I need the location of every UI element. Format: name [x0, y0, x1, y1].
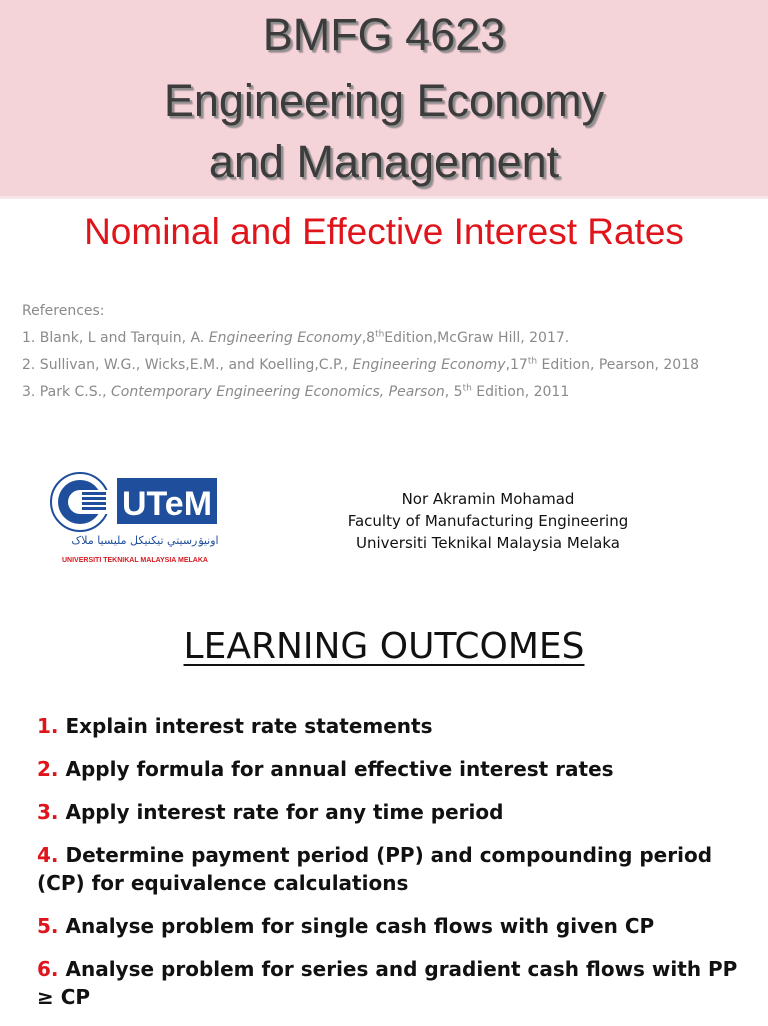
author-name: Nor Akramin Mohamad — [401, 490, 575, 508]
logo-jawi-text: اونيۏرسيتي تيكنيكل مليسيا ملاک — [71, 534, 219, 547]
author-university: Universiti Teknikal Malaysia Melaka — [356, 534, 620, 552]
learning-outcome-item — [37, 912, 747, 940]
learning-outcome-item — [37, 755, 747, 783]
outcome-text: Explain interest rate statements — [65, 714, 433, 738]
learning-outcomes-list — [37, 712, 747, 1026]
references — [22, 298, 762, 406]
course-name-line2: and Management — [208, 136, 560, 187]
outcome-number: 6. — [37, 957, 59, 981]
reference-item: 3. Park C.S., Contemporary Engineering Economics, Pearson, 5th Edition, 2011 — [22, 383, 570, 400]
utem-logo — [45, 470, 225, 566]
learning-outcome-item — [37, 841, 747, 897]
learning-outcome-item — [37, 798, 747, 826]
title-divider — [0, 196, 768, 199]
outcome-number: 2. — [37, 757, 59, 781]
learning-outcome-item — [37, 955, 747, 1011]
outcome-text: Determine payment period (PP) and compounding period (CP) for equivalence calculations — [37, 843, 713, 895]
reference-item: 1. Blank, L and Tarquin, A. Engineering Economy,8thEdition,McGraw Hill, 2017. — [22, 329, 570, 346]
author-block — [318, 488, 658, 554]
logo-full-name: UNIVERSITI TEKNIKAL MALAYSIA MELAKA — [62, 557, 208, 564]
learning-outcomes-heading: LEARNING OUTCOMES — [183, 626, 585, 667]
outcome-number: 1. — [37, 714, 59, 738]
outcome-text: Analyse problem for series and gradient cash flows with PP ≥ CP — [37, 957, 738, 1009]
outcome-number: 5. — [37, 914, 59, 938]
course-name-line1: Engineering Economy — [163, 75, 605, 126]
logo-text: UTeM — [121, 485, 213, 523]
outcome-text: Analyse problem for single cash flows with given CP — [65, 914, 655, 938]
outcome-number: 4. — [37, 843, 59, 867]
reference-item: 2. Sullivan, W.G., Wicks,E.M., and Koelling,C.P., Engineering Economy,17th Edition, Pearson, 2018 — [22, 356, 700, 373]
lecture-subtitle: Nominal and Effective Interest Rates — [84, 211, 684, 252]
course-code: BMFG 4623 — [262, 9, 506, 60]
learning-outcome-item — [37, 712, 747, 740]
outcome-number: 3. — [37, 800, 59, 824]
outcome-text: Apply formula for annual effective interest rates — [65, 757, 614, 781]
author-faculty: Faculty of Manufacturing Engineering — [347, 512, 629, 530]
outcome-text: Apply interest rate for any time period — [65, 800, 504, 824]
references-heading: References: — [22, 303, 105, 319]
